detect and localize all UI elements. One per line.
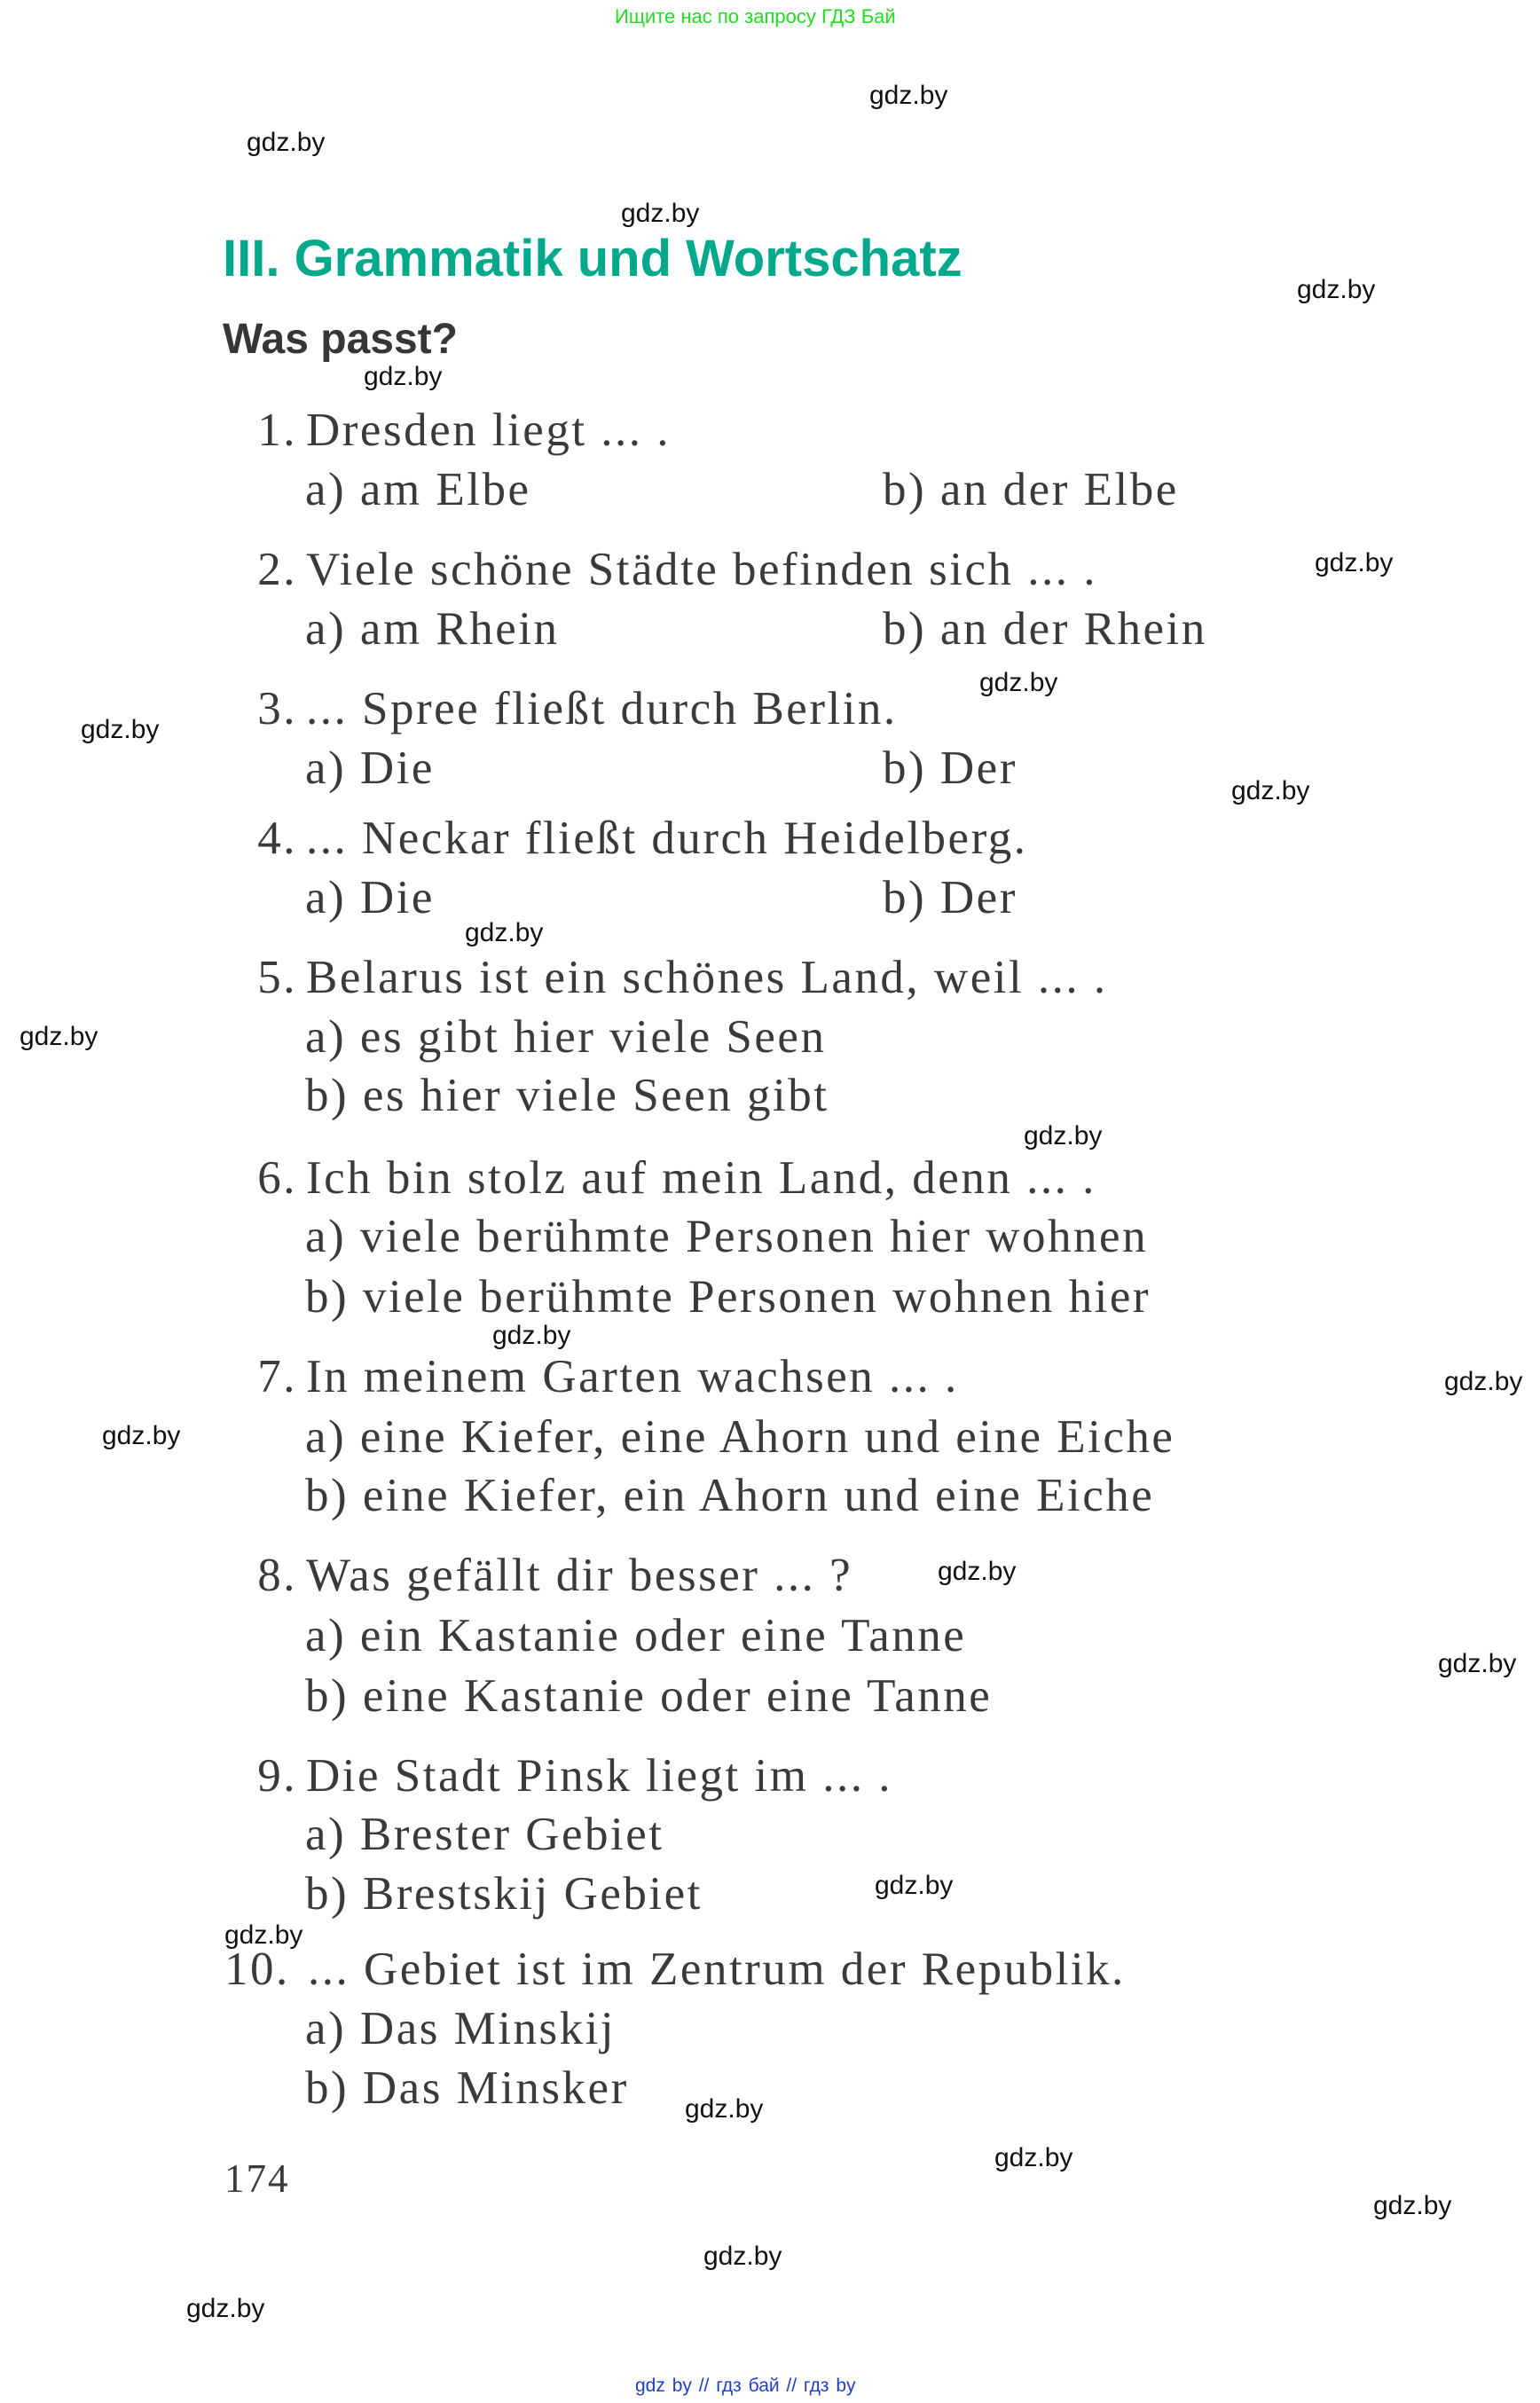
watermark: gdz.by (81, 715, 160, 744)
option-b: b) eine Kastanie oder eine Tanne (305, 1670, 993, 1722)
option-b: b) viele berühmte Personen wohnen hier (305, 1271, 1151, 1323)
watermark: gdz.by (247, 128, 326, 157)
watermark: gdz.by (1438, 1649, 1517, 1678)
question-text: Viele schöne Städte befinden sich ... . (306, 544, 1098, 595)
question-text: Belarus ist ein schönes Land, weil ... . (306, 952, 1108, 1003)
watermark: gdz.by (621, 199, 700, 228)
watermark: gdz.by (875, 1871, 954, 1900)
question-number: 6. (257, 1152, 297, 1204)
question-number: 7. (257, 1351, 297, 1402)
watermark: gdz.by (186, 2294, 265, 2323)
watermark: gdz.by (1231, 776, 1310, 805)
option-a: a) ein Kastanie oder eine Tanne (305, 1610, 967, 1661)
question-text: Ich bin stolz auf mein Land, denn ... . (306, 1152, 1096, 1204)
option-b: b) eine Kiefer, ein Ahorn und eine Eiche (305, 1470, 1155, 1521)
watermark: gdz.by (869, 81, 948, 110)
watermark: gdz.by (994, 2143, 1073, 2172)
footer-links[interactable]: gdz by // гдз бай // гдз by (635, 2376, 856, 2396)
question-text: Was gefällt dir besser ... ? (306, 1550, 853, 1601)
option-a: a) es gibt hier viele Seen (305, 1011, 827, 1063)
option-a: a) Das Minskij (305, 2003, 617, 2054)
option-b: b) Das Minsker (305, 2062, 629, 2114)
question-number: 4. (257, 813, 297, 864)
option-b: b) an der Elbe (883, 464, 1179, 515)
question-number: 8. (257, 1550, 297, 1601)
question-text: Die Stadt Pinsk liegt im ... . (306, 1750, 892, 1802)
option-b: b) Brestskij Gebiet (305, 1868, 703, 1920)
question-text: ... Neckar fließt durch Heidelberg. (306, 813, 1028, 864)
watermark: gdz.by (102, 1421, 181, 1450)
watermark: gdz.by (1297, 275, 1376, 304)
watermark: gdz.by (703, 2242, 782, 2271)
option-a: a) Die (305, 872, 435, 923)
question-text: ... Spree fließt durch Berlin. (306, 683, 898, 734)
watermark: gdz.by (492, 1321, 571, 1350)
watermark: gdz.by (979, 668, 1058, 697)
option-b: b) Der (883, 872, 1018, 923)
watermark: gdz.by (224, 1920, 303, 1950)
question-text: ... Gebiet ist im Zentrum der Republik. (308, 1944, 1126, 1995)
watermark: gdz.by (20, 1022, 98, 1051)
option-a: a) Die (305, 742, 435, 794)
page-number: 174 (224, 2156, 290, 2201)
watermark: gdz.by (938, 1557, 1017, 1586)
question-text: Dresden liegt ... . (306, 404, 672, 456)
question-number: 1. (257, 404, 297, 456)
watermark: gdz.by (1024, 1121, 1103, 1150)
watermark: gdz.by (1373, 2191, 1452, 2220)
question-number: 3. (257, 683, 297, 734)
watermark: gdz.by (1315, 548, 1394, 577)
option-a: a) am Rhein (305, 603, 560, 655)
option-b: b) es hier viele Seen gibt (305, 1070, 829, 1121)
question-number: 2. (257, 544, 297, 595)
option-a: a) Brester Gebiet (305, 1809, 664, 1860)
question-number: 10. (224, 1944, 290, 1995)
option-a: a) viele berühmte Personen hier wohnen (305, 1211, 1149, 1262)
question-text: In meinem Garten wachsen ... . (306, 1351, 959, 1402)
watermark: gdz.by (1444, 1367, 1523, 1396)
watermark: gdz.by (685, 2094, 764, 2124)
watermark: gdz.by (364, 362, 443, 391)
top-banner: Ищите нас по запросу ГДЗ Бай (615, 5, 896, 27)
option-a: a) am Elbe (305, 464, 531, 515)
exercise-subtitle: Was passt? (223, 316, 458, 363)
watermark: gdz.by (465, 918, 544, 947)
option-b: b) an der Rhein (883, 603, 1207, 655)
option-b: b) Der (883, 742, 1018, 794)
option-a: a) eine Kiefer, eine Ahorn und eine Eiche (305, 1411, 1175, 1463)
section-title: III. Grammatik und Wortschatz (223, 230, 962, 287)
question-number: 9. (257, 1750, 297, 1802)
question-number: 5. (257, 952, 297, 1003)
